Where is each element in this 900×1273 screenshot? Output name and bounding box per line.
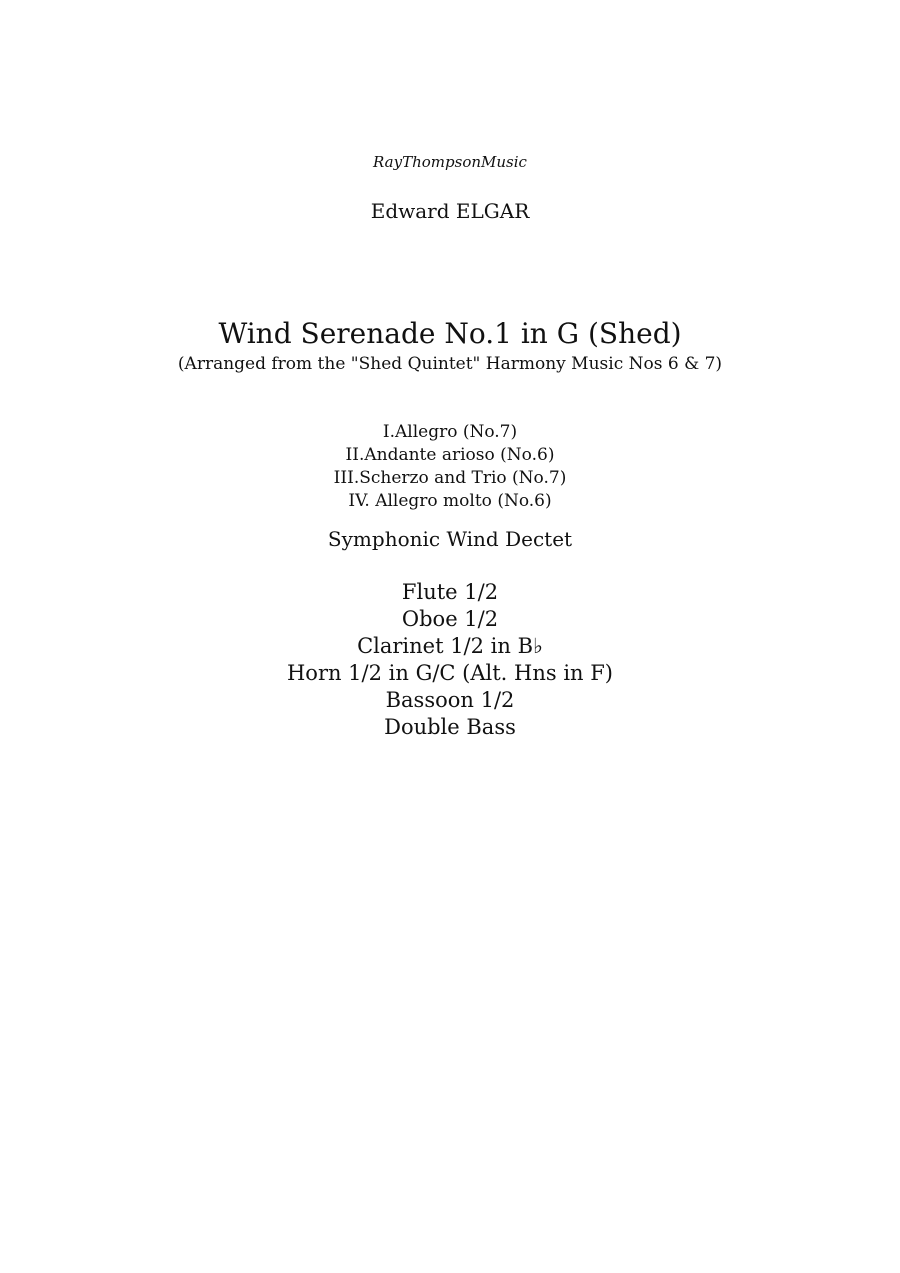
movement-item: I.Allegro (No.7) bbox=[382, 422, 518, 442]
ensemble-name: Symphonic Wind Dectet bbox=[327, 527, 573, 551]
instrument-list bbox=[0, 579, 900, 741]
instrument-item: Flute 1/2 bbox=[401, 580, 499, 604]
movement-item: IV. Allegro molto (No.6) bbox=[348, 491, 552, 511]
instrument-item: Bassoon 1/2 bbox=[385, 688, 515, 712]
work-title: Wind Serenade No.1 in G (Shed) bbox=[218, 317, 682, 350]
instrument-item: Oboe 1/2 bbox=[401, 607, 499, 631]
composer-name: Edward ELGAR bbox=[370, 199, 530, 223]
instrument-item: Horn 1/2 in G/C (Alt. Hns in F) bbox=[286, 661, 613, 685]
publisher-name: RayThompsonMusic bbox=[373, 153, 527, 171]
instrument-item: Double Bass bbox=[384, 715, 516, 739]
work-subtitle: (Arranged from the "Shed Quintet" Harmony Music Nos 6 & 7) bbox=[177, 354, 723, 374]
movement-item: III.Scherzo and Trio (No.7) bbox=[333, 468, 567, 488]
movement-item: II.Andante arioso (No.6) bbox=[345, 445, 555, 465]
movement-list bbox=[0, 421, 900, 513]
instrument-item: Clarinet 1/2 in B♭ bbox=[357, 634, 543, 658]
